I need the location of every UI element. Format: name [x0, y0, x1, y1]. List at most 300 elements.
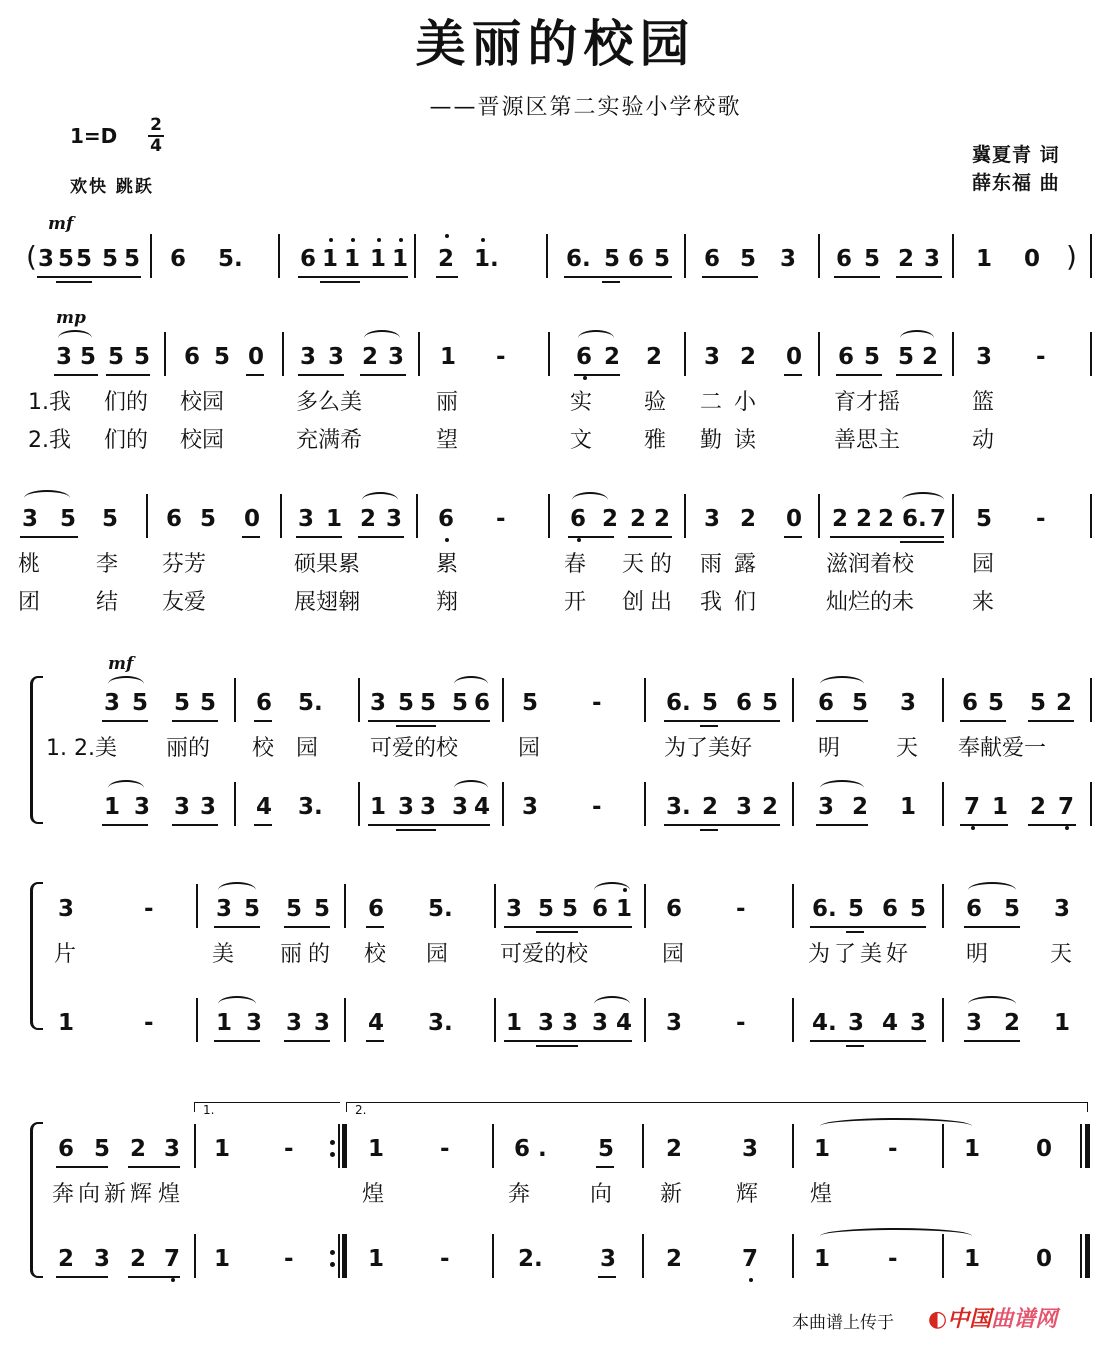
note: 2	[602, 506, 619, 532]
note: 1	[506, 1010, 523, 1036]
note: 6	[592, 896, 609, 922]
note: 7	[930, 506, 947, 532]
note: -	[888, 1136, 898, 1162]
upload-note: 本曲谱上传于	[792, 1313, 894, 1333]
note: 6	[184, 344, 201, 370]
note: 0	[1036, 1136, 1053, 1162]
barline	[338, 1124, 340, 1168]
logo-mark-icon: ◐	[928, 1307, 948, 1332]
lyric: 片	[54, 942, 77, 967]
note: 5	[286, 896, 303, 922]
note: 5	[452, 690, 469, 716]
barline	[150, 234, 152, 278]
note: 1	[104, 794, 121, 820]
note: 3	[134, 794, 151, 820]
note: 5	[910, 896, 927, 922]
note: 2	[852, 794, 869, 820]
note: 0	[786, 344, 803, 370]
open-paren: (	[26, 240, 37, 273]
lyric: 丽	[436, 390, 459, 415]
lyric: 文	[570, 428, 593, 453]
note: 1	[368, 1246, 385, 1272]
note: 6	[256, 690, 273, 716]
lyric: 篮	[972, 390, 995, 415]
barline	[644, 884, 646, 928]
note: 6	[882, 896, 899, 922]
note: 5	[848, 896, 865, 922]
second-ending	[346, 1102, 1088, 1117]
barline	[164, 332, 166, 376]
note: 3.	[298, 794, 323, 820]
barline	[278, 234, 280, 278]
note: 3	[286, 1010, 303, 1036]
note: 5	[898, 344, 915, 370]
lyric: 来	[972, 590, 995, 615]
lyric: 可爱的校	[500, 942, 589, 967]
note: 5	[654, 246, 671, 272]
barline	[1090, 332, 1092, 376]
barline	[952, 494, 954, 538]
lyric: 校	[364, 942, 387, 967]
note: 5	[420, 690, 437, 716]
note: 3	[200, 794, 217, 820]
barline	[358, 782, 360, 826]
lyric: 奔	[508, 1182, 531, 1207]
note: 3	[420, 794, 437, 820]
note: 0	[248, 344, 265, 370]
barline	[818, 234, 820, 278]
note: 5	[864, 344, 881, 370]
score-subtitle: ——晋源区第二实验小学校歌	[429, 95, 742, 120]
note: 1	[58, 1010, 75, 1036]
barline	[416, 494, 418, 538]
note: 1	[992, 794, 1009, 820]
lyric: 友爱	[162, 590, 207, 615]
lyric: 开	[564, 590, 587, 615]
barline	[644, 998, 646, 1042]
lyric: 校园	[180, 390, 225, 415]
lyric: 雨露	[700, 552, 769, 577]
note: 1	[368, 1136, 385, 1162]
note: 4	[256, 794, 273, 820]
note: 3	[328, 344, 345, 370]
note: 5	[58, 246, 75, 272]
note: 2	[438, 246, 455, 272]
barline	[644, 678, 646, 722]
note: 3	[976, 344, 993, 370]
barline	[548, 332, 550, 376]
lyric: 我们	[700, 590, 769, 615]
note: 3	[1054, 896, 1071, 922]
lyric: 可爱的校	[370, 736, 459, 761]
note: -	[496, 344, 506, 370]
barline	[546, 234, 548, 278]
barline	[418, 332, 420, 376]
note: 3	[94, 1246, 111, 1272]
note: 3	[104, 690, 121, 716]
barline	[1090, 234, 1092, 278]
note: -	[736, 1010, 746, 1036]
note: -	[592, 794, 602, 820]
note: 6.	[812, 896, 837, 922]
note: 6	[836, 246, 853, 272]
lyric: 1.我	[28, 390, 71, 415]
lyric: 煌	[810, 1182, 833, 1207]
note: 2	[130, 1136, 147, 1162]
note: 1	[616, 896, 633, 922]
note: 6	[966, 896, 983, 922]
lyric: 为了美好	[664, 736, 753, 761]
lyric: 滋润着校	[826, 552, 915, 577]
note: 5	[562, 896, 579, 922]
dynamic-mf-chorus: mf	[108, 654, 134, 674]
note: 5	[134, 344, 151, 370]
barline	[1090, 678, 1092, 722]
note: 3	[38, 246, 55, 272]
note: 1	[216, 1010, 233, 1036]
lyric: 翔	[436, 590, 459, 615]
note: 6	[666, 896, 683, 922]
lyric: 丽的	[166, 736, 211, 761]
note: 1	[322, 246, 339, 272]
barline	[818, 332, 820, 376]
note: 4	[368, 1010, 385, 1036]
note: 5.	[428, 896, 453, 922]
barline	[548, 494, 550, 538]
barline	[644, 782, 646, 826]
note: 3.	[428, 1010, 453, 1036]
barline	[194, 1234, 196, 1278]
note: 1.	[474, 246, 499, 272]
note: 3	[538, 1010, 555, 1036]
lyric: 善思主	[834, 428, 901, 453]
lyric: 充满希	[296, 428, 363, 453]
note: 5	[80, 344, 97, 370]
lyric: 二小	[700, 390, 769, 415]
note: 7	[1058, 794, 1075, 820]
barline	[792, 1124, 794, 1168]
note: 5	[214, 344, 231, 370]
note: 3	[736, 794, 753, 820]
note: 5	[852, 690, 869, 716]
lyric: 雅	[644, 428, 667, 453]
repeat-barline	[342, 1234, 347, 1278]
note: 5.	[218, 246, 243, 272]
note: 2	[654, 506, 671, 532]
note: 1	[370, 794, 387, 820]
note: 2	[1030, 794, 1047, 820]
barline	[146, 494, 148, 538]
note: 4	[616, 1010, 633, 1036]
barline	[344, 884, 346, 928]
note: 1	[976, 246, 993, 272]
time-signature	[145, 116, 167, 156]
note: 5	[762, 690, 779, 716]
note: 2	[360, 506, 377, 532]
first-ending-label: 1.	[203, 1103, 215, 1117]
barline	[684, 494, 686, 538]
lyric: 硕果累	[294, 552, 361, 577]
note: -	[496, 506, 506, 532]
note: 1	[964, 1246, 981, 1272]
note: 3	[452, 794, 469, 820]
lyricist-credit: 冀夏青 词	[972, 144, 1060, 166]
note: 2	[878, 506, 895, 532]
composer-credit: 薛东福 曲	[972, 172, 1060, 194]
note: -	[144, 896, 154, 922]
barline	[196, 884, 198, 928]
note: 2	[1004, 1010, 1021, 1036]
barline	[942, 1124, 944, 1168]
note: 1	[900, 794, 917, 820]
note: 0	[1036, 1246, 1053, 1272]
barline	[234, 782, 236, 826]
note: 5	[538, 896, 555, 922]
lyric: 校园	[180, 428, 225, 453]
second-ending-label: 2.	[355, 1103, 367, 1117]
note: 3	[780, 246, 797, 272]
note: 3	[910, 1010, 927, 1036]
barline	[642, 1234, 644, 1278]
lyric: 奔向新辉	[52, 1182, 157, 1207]
note: 5	[398, 690, 415, 716]
note: 1	[814, 1246, 831, 1272]
note: -	[440, 1246, 450, 1272]
barline	[792, 782, 794, 826]
note: 6	[368, 896, 385, 922]
barline	[502, 678, 504, 722]
note: 5	[522, 690, 539, 716]
note: 3	[966, 1010, 983, 1036]
lyric: 1. 2.美	[46, 736, 117, 761]
note: 5	[76, 246, 93, 272]
note: 1	[326, 506, 343, 532]
note: 3	[22, 506, 39, 532]
barline	[234, 678, 236, 722]
note: 6	[704, 246, 721, 272]
note: 5	[1004, 896, 1021, 922]
note: 3	[704, 344, 721, 370]
note: 6	[570, 506, 587, 532]
lyric: 实	[570, 390, 593, 415]
note: 3	[246, 1010, 263, 1036]
barline	[942, 678, 944, 722]
lyric: 们的	[104, 390, 149, 415]
barline	[952, 234, 954, 278]
note: 3	[386, 506, 403, 532]
lyric: 天	[1050, 942, 1073, 967]
note: 5.	[298, 690, 323, 716]
note: 7	[742, 1246, 759, 1272]
barline	[1090, 494, 1092, 538]
note: 3	[370, 690, 387, 716]
lyric: 园	[426, 942, 449, 967]
key-signature: 1=D	[70, 124, 118, 148]
lyric: 天的	[622, 552, 679, 577]
meter-top: 2	[150, 115, 162, 135]
note: 3	[174, 794, 191, 820]
note: 3	[742, 1136, 759, 1162]
note: 6	[170, 246, 187, 272]
note: -	[888, 1246, 898, 1272]
note: 5	[244, 896, 261, 922]
barline	[282, 332, 284, 376]
note: 2	[898, 246, 915, 272]
note: -	[1036, 506, 1046, 532]
note: 5	[200, 690, 217, 716]
first-ending	[194, 1102, 340, 1117]
note: 3	[924, 246, 941, 272]
note: 2	[702, 794, 719, 820]
barline	[344, 998, 346, 1042]
site-logo[interactable]	[928, 1302, 1057, 1333]
note: 2	[362, 344, 379, 370]
barline	[942, 1234, 944, 1278]
note: 6	[962, 690, 979, 716]
note: 2	[922, 344, 939, 370]
lyric: 验	[644, 390, 667, 415]
note: 2	[1056, 690, 1073, 716]
note: 1	[1054, 1010, 1071, 1036]
note: 1	[214, 1136, 231, 1162]
lyric: 辉	[736, 1182, 759, 1207]
barline	[792, 678, 794, 722]
final-barline	[1085, 1124, 1090, 1168]
barline	[1080, 1234, 1082, 1278]
barline	[942, 884, 944, 928]
note: 5	[702, 690, 719, 716]
lyric: 煌	[158, 1182, 181, 1207]
note: 3	[56, 344, 73, 370]
logo-text-b: 曲谱网	[991, 1307, 1058, 1332]
note: 6	[58, 1136, 75, 1162]
note: 5	[314, 896, 331, 922]
barline	[818, 494, 820, 538]
barline	[494, 998, 496, 1042]
barline	[492, 1234, 494, 1278]
lower-voice	[0, 1008, 1111, 1048]
note: 6	[736, 690, 753, 716]
dynamic-mf-intro: mf	[48, 214, 74, 234]
lyric: 煌	[362, 1182, 385, 1207]
note: 5	[598, 1136, 615, 1162]
lyric: 动	[972, 428, 995, 453]
note: 2	[666, 1246, 683, 1272]
note: 3	[298, 506, 315, 532]
note: 3	[506, 896, 523, 922]
note: 6 .	[514, 1136, 547, 1162]
barline	[502, 782, 504, 826]
note: -	[284, 1246, 294, 1272]
lyric: 展翅翱	[294, 590, 361, 615]
close-paren: )	[1066, 240, 1077, 273]
note: 5	[124, 246, 141, 272]
note: 5	[1030, 690, 1047, 716]
lyric: 春	[564, 552, 587, 577]
note: 3	[704, 506, 721, 532]
note: -	[440, 1136, 450, 1162]
note: 3	[522, 794, 539, 820]
lyric: 芬芳	[162, 552, 207, 577]
note: 7	[964, 794, 981, 820]
note: 1	[814, 1136, 831, 1162]
note: 6	[300, 246, 317, 272]
lyric: 园	[296, 736, 319, 761]
barline	[684, 332, 686, 376]
barline	[792, 884, 794, 928]
note: 4.	[812, 1010, 837, 1036]
lyric: 明	[966, 942, 989, 967]
note: 7	[164, 1246, 181, 1272]
note: -	[1036, 344, 1046, 370]
lyric: 结	[96, 590, 119, 615]
score-title: 美丽的校园	[415, 14, 696, 73]
barline	[494, 884, 496, 928]
note: 2	[832, 506, 849, 532]
lyric: 团	[18, 590, 41, 615]
note: 0	[1024, 246, 1041, 272]
note: 2	[762, 794, 779, 820]
note: 6	[438, 506, 455, 532]
note: 2	[130, 1246, 147, 1272]
barline	[952, 332, 954, 376]
barline	[642, 1124, 644, 1168]
note: 6	[818, 690, 835, 716]
barline	[1090, 782, 1092, 826]
note: 6	[838, 344, 855, 370]
note: 2	[58, 1246, 75, 1272]
dynamic-mp: mp	[56, 308, 86, 328]
barline	[942, 998, 944, 1042]
barline	[280, 494, 282, 538]
barline	[684, 234, 686, 278]
note: 2	[740, 506, 757, 532]
note: 3	[600, 1246, 617, 1272]
final-barline	[1085, 1234, 1090, 1278]
note: 0	[786, 506, 803, 532]
note: 6	[628, 246, 645, 272]
note: 1	[344, 246, 361, 272]
lyric: 勤读	[700, 428, 769, 453]
note: 3	[562, 1010, 579, 1036]
repeat-barline	[342, 1124, 347, 1168]
note: 4	[882, 1010, 899, 1036]
lyric: 育才摇	[834, 390, 901, 415]
note: 1	[440, 344, 457, 370]
note: -	[736, 896, 746, 922]
barline	[942, 782, 944, 826]
lyric: 累	[436, 552, 459, 577]
note: 0	[244, 506, 261, 532]
note: 2	[666, 1136, 683, 1162]
note: 5	[200, 506, 217, 532]
lyric: 创出	[622, 590, 679, 615]
note: 3	[164, 1136, 181, 1162]
note: 3	[300, 344, 317, 370]
note: 5	[174, 690, 191, 716]
note: 5	[604, 246, 621, 272]
note: 2	[856, 506, 873, 532]
note: 3	[900, 690, 917, 716]
note: 6.	[666, 690, 691, 716]
lyric: 园	[972, 552, 995, 577]
lyric: 向	[590, 1182, 613, 1207]
lyric: 望	[436, 428, 459, 453]
barline	[792, 998, 794, 1042]
note: 6	[166, 506, 183, 532]
lyric: 新	[660, 1182, 683, 1207]
note: 2.	[518, 1246, 543, 1272]
